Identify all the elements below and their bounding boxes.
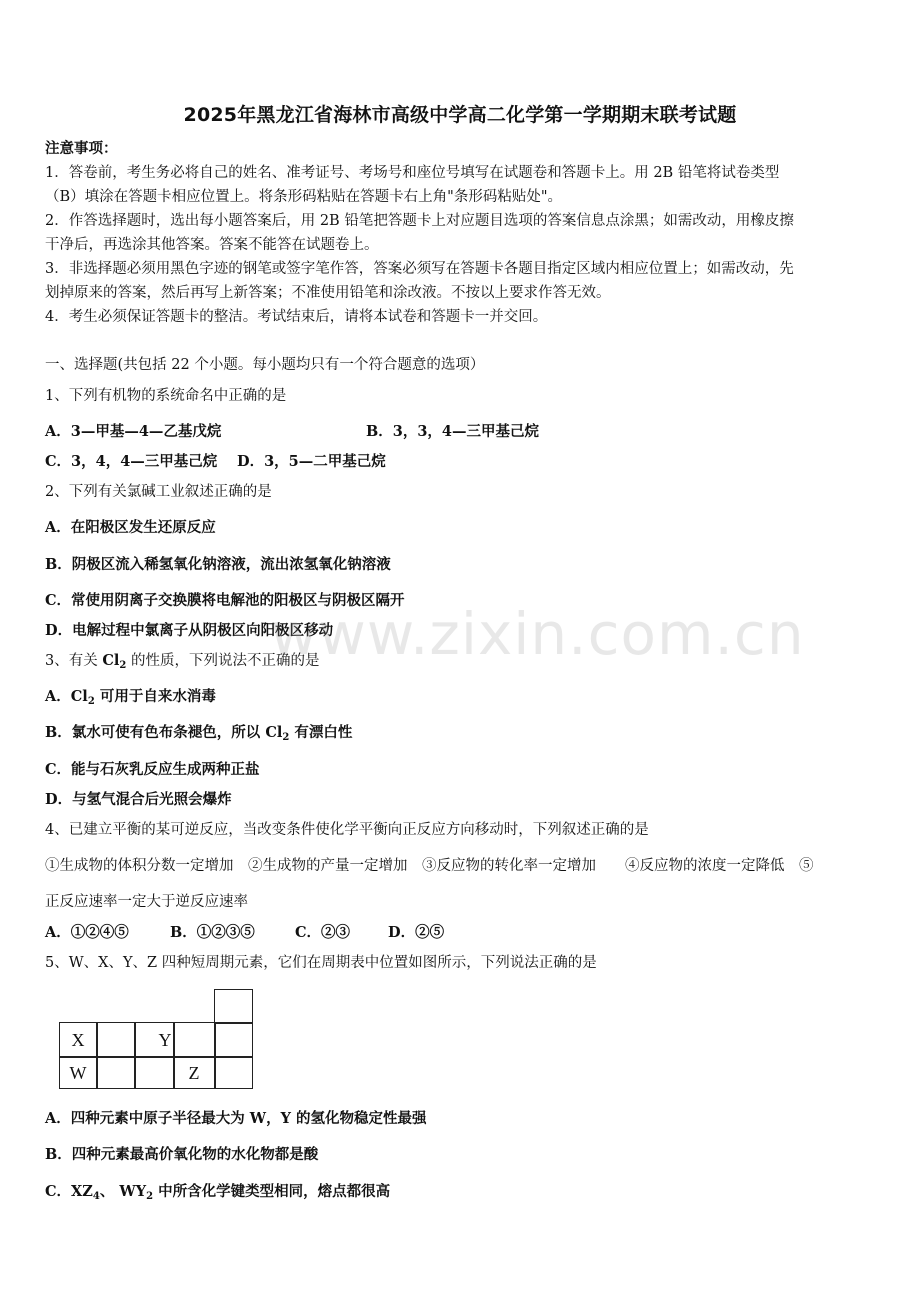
notice-heading: 注意事项： xyxy=(45,140,118,157)
q3-stem-pre: 3、有关 xyxy=(45,653,103,669)
q5-option-c xyxy=(45,1182,390,1207)
option-label: C． xyxy=(45,1183,72,1200)
q3-option-d: D．与氢气混合后光照会爆炸 xyxy=(45,791,232,808)
section-heading: 一、选择题(共包括 22 个小题。每小题均只有一个符合题意的选项） xyxy=(45,357,485,373)
notice-line: 4．考生必须保证答题卡的整洁。考试结束后，请将本试卷和答题卡一并交回。 xyxy=(45,309,548,325)
subscript: 2 xyxy=(87,696,95,707)
table-cell xyxy=(96,1022,136,1058)
cl2-formula: Cl xyxy=(70,688,88,705)
q4-option-c: C．②③ xyxy=(295,924,351,941)
table-cell xyxy=(214,1022,253,1058)
cl2-formula: Cl xyxy=(102,652,120,669)
q2-option-a: A．在阳极区发生还原反应 xyxy=(45,519,216,536)
q1-option-d: D．3，5—二甲基己烷 xyxy=(237,453,386,470)
q3-option-c: C．能与石灰乳反应生成两种正盐 xyxy=(45,761,260,778)
notice-line: 干净后，再选涂其他答案。答案不能答在试题卷上。 xyxy=(45,237,379,253)
question-1-stem: 1、下列有机物的系统命名中正确的是 xyxy=(45,388,287,404)
q5-option-a: A．四种元素中原子半径最大为 W，Y 的氢化物稳定性最强 xyxy=(45,1110,427,1127)
subscript: 4 xyxy=(92,1191,100,1202)
q3-stem-post: 的性质，下列说法不正确的是 xyxy=(126,653,320,669)
option-text: 中所含化学键类型相同，熔点都很高 xyxy=(153,1183,391,1200)
q3-option-a xyxy=(45,687,216,712)
element-z-label: Z xyxy=(188,1063,200,1083)
q4-statements-line: ①生成物的体积分数一定增加 ②生成物的产量一定增加 ③反应物的转化率一定增加 ④反应物的浓度一定降低 ⑤ xyxy=(45,858,814,874)
watermark: www.zixin.com.cn xyxy=(270,600,805,668)
q1-option-a: A．3—甲基—4—乙基戊烷 xyxy=(45,423,222,440)
q4-option-b: B．①②③⑤ xyxy=(170,924,255,941)
q5-option-b: B．四种元素最高价氧化物的水化物都是酸 xyxy=(45,1146,319,1163)
table-cell xyxy=(134,1056,175,1089)
q2-option-b: B．阴极区流入稀氢氧化钠溶液，流出浓氢氧化钠溶液 xyxy=(45,556,391,573)
separator: 、 xyxy=(99,1183,120,1200)
q2-option-c: C．常使用阴离子交换膜将电解池的阳极区与阴极区隔开 xyxy=(45,592,405,609)
notice-line: （B）填涂在答题卡相应位置上。将条形码粘贴在答题卡右上角"条形码粘贴处"。 xyxy=(45,189,562,205)
question-5-stem: 5、W、X、Y、Z 四种短周期元素，它们在周期表中位置如图所示，下列说法正确的是 xyxy=(45,955,597,971)
q1-option-c: C．3，4，4—三甲基己烷 xyxy=(45,453,218,470)
notice-line: 2．作答选择题时，选出每小题答案后，用 2B 铅笔把答题卡上对应题目选项的答案信息点涂黑；如需改动，用橡皮擦 xyxy=(45,213,794,229)
question-2-stem: 2、下列有关氯碱工业叙述正确的是 xyxy=(45,484,272,500)
element-w-label: W xyxy=(69,1063,87,1083)
option-text: B．氯水可使有色布条褪色，所以 xyxy=(45,724,266,741)
element-x-label: X xyxy=(71,1030,85,1050)
q4-option-d: D．②⑤ xyxy=(388,924,445,941)
table-cell xyxy=(214,989,253,1024)
subscript: 2 xyxy=(146,1191,154,1202)
option-text: 有漂白性 xyxy=(289,724,353,741)
notice-line: 3．非选择题必须用黑色字迹的钢笔或签字笔作答，答案必须写在答题卡各题目指定区域内相应位置上；如需改动，先 xyxy=(45,261,794,277)
option-text: 可用于自来水消毒 xyxy=(94,688,216,705)
q4-option-a: A．①②④⑤ xyxy=(45,924,129,941)
subscript: 2 xyxy=(119,660,127,671)
question-4-stem: 4、已建立平衡的某可逆反应，当改变条件使化学平衡向正反应方向移动时，下列叙述正确的是 xyxy=(45,822,649,838)
notice-line: 1．答卷前，考生务必将自己的姓名、准考证号、考场号和座位号填写在试题卷和答题卡上。用 2B 铅笔将试卷类型 xyxy=(45,165,780,181)
table-cell xyxy=(214,1056,253,1089)
q3-option-b xyxy=(45,723,352,748)
subscript: 2 xyxy=(282,732,290,743)
formula: XZ xyxy=(71,1183,93,1200)
element-y-label: Y xyxy=(158,1030,172,1050)
cl2-formula: Cl xyxy=(265,724,283,741)
option-label: A． xyxy=(45,688,71,705)
q2-option-d: D．电解过程中氯离子从阴极区向阳极区移动 xyxy=(45,622,334,639)
page-title: 2025年黑龙江省海林市高级中学高二化学第一学期期末联考试题 xyxy=(183,104,737,126)
notice-line: 划掉原来的答案，然后再写上新答案；不准使用铅笔和涂改液。不按以上要求作答无效。 xyxy=(45,285,611,301)
table-cell xyxy=(96,1056,136,1089)
q4-statements-line: 正反应速率一定大于逆反应速率 xyxy=(45,894,248,910)
q1-option-b: B．3，3，4—三甲基己烷 xyxy=(366,423,540,440)
formula: WY xyxy=(119,1183,147,1200)
